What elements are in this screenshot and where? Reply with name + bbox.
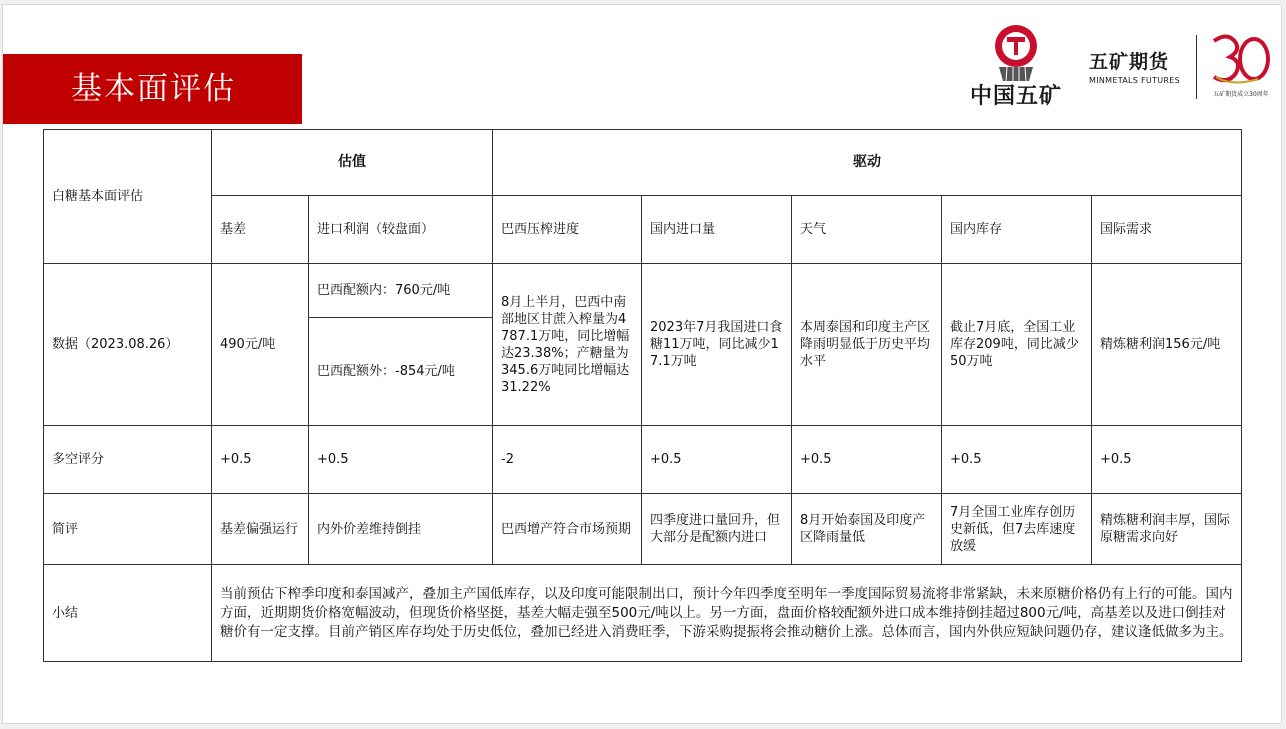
minmetals-emblem-icon — [993, 23, 1039, 83]
cell-score-basis: +0.5 — [212, 426, 309, 494]
china-minmetals-logo — [963, 23, 1069, 113]
column-header-intl-demand: 国际需求 — [1092, 196, 1242, 264]
cell-score-import-volume: +0.5 — [642, 426, 792, 494]
cell-data-import-volume: 2023年7月我国进口食糖11万吨，同比减少17.1万吨 — [642, 264, 792, 426]
column-header-import-volume: 国内进口量 — [642, 196, 792, 264]
slide — [2, 4, 1282, 724]
row-label-comment: 简评 — [44, 494, 212, 565]
column-header-inventory: 国内库存 — [942, 196, 1092, 264]
row-label-data: 数据（2023.08.26） — [44, 264, 212, 426]
cell-comment-basis: 基差偏强运行 — [212, 494, 309, 565]
cell-data-brazil-crush: 8月上半月，巴西中南部地区甘蔗入榨量为4787.1万吨，同比增幅达23.38%；产糖量为345.6万吨同比增幅达31.22% — [493, 264, 642, 426]
minmetals-futures-en: MINMETALS FUTURES — [1089, 76, 1181, 85]
cell-comment-weather: 8月开始泰国及印度产区降雨量低 — [792, 494, 942, 565]
cell-comment-import-volume: 四季度进口量回升，但大部分是配额内进口 — [642, 494, 792, 565]
page-title: 基本面评估 — [71, 71, 236, 107]
cell-data-weather: 本周泰国和印度主产区降雨明显低于历史平均水平 — [792, 264, 942, 426]
cell-data-import-profit-out-quota: 巴西配额外：-854元/吨 — [309, 318, 493, 426]
cell-data-basis: 490元/吨 — [212, 264, 309, 426]
cell-score-brazil-crush: -2 — [493, 426, 642, 494]
china-minmetals-text: 中国五矿 — [969, 84, 1062, 109]
cell-score-inventory: +0.5 — [942, 426, 1092, 494]
cell-summary-text: 当前预估下榨季印度和泰国减产，叠加主产国低库存，以及印度可能限制出口，预计今年四季度至明年一季度国际贸易流将非常紧缺，未来原糖价格仍有上行的可能。国内方面，近期期货价格宽幅波动，但现货价格坚挺，基差大幅走强至500元/吨以上。另一方面，盘面价格较配额外进口成本维持倒挂超过800元/吨，高基差以及进口倒挂对糖价有一定支撑。目前产销区库存均处于历史低位，叠加已经进入消费旺季，下游采购提振将会推动糖价上涨。总体而言，国内外供应短缺问题仍存，建议逢低做多为主。 — [212, 565, 1242, 662]
logo-divider — [1196, 35, 1197, 99]
cell-score-intl-demand: +0.5 — [1092, 426, 1242, 494]
cell-comment-inventory: 7月全国工业库存创历史新低，但7去库速度放缓 — [942, 494, 1092, 565]
cell-comment-intl-demand: 精炼糖利润丰厚，国际原糖需求向好 — [1092, 494, 1242, 565]
title-banner — [3, 54, 302, 124]
sugar-fundamentals-table — [43, 129, 1242, 662]
column-header-weather: 天气 — [792, 196, 942, 264]
cell-comment-brazil-crush: 巴西增产符合市场预期 — [493, 494, 642, 565]
minmetals-futures-logo — [1089, 47, 1189, 97]
cell-data-intl-demand: 精炼糖利润156元/吨 — [1092, 264, 1242, 426]
group-header-valuation: 估值 — [212, 130, 493, 196]
anniversary-logo — [1206, 29, 1276, 109]
column-header-import-profit: 进口利润（较盘面） — [309, 196, 493, 264]
group-header-drivers: 驱动 — [493, 130, 1242, 196]
cell-data-import-profit-in-quota: 巴西配额内：760元/吨 — [309, 264, 493, 318]
row-label-score: 多空评分 — [44, 426, 212, 494]
minmetals-futures-cn: 五矿期货 — [1089, 51, 1170, 73]
anniversary-caption: 五矿期货成立30周年 — [1213, 91, 1269, 98]
anniversary-30-icon — [1206, 29, 1276, 89]
table-corner-label: 白糖基本面评估 — [44, 130, 212, 264]
cell-comment-import-profit: 内外价差维持倒挂 — [309, 494, 493, 565]
row-label-summary: 小结 — [44, 565, 212, 662]
cell-score-weather: +0.5 — [792, 426, 942, 494]
column-header-basis: 基差 — [212, 196, 309, 264]
column-header-brazil-crush: 巴西压榨进度 — [493, 196, 642, 264]
cell-data-inventory: 截止7月底，全国工业库存209吨，同比减少50万吨 — [942, 264, 1092, 426]
cell-score-import-profit: +0.5 — [309, 426, 493, 494]
